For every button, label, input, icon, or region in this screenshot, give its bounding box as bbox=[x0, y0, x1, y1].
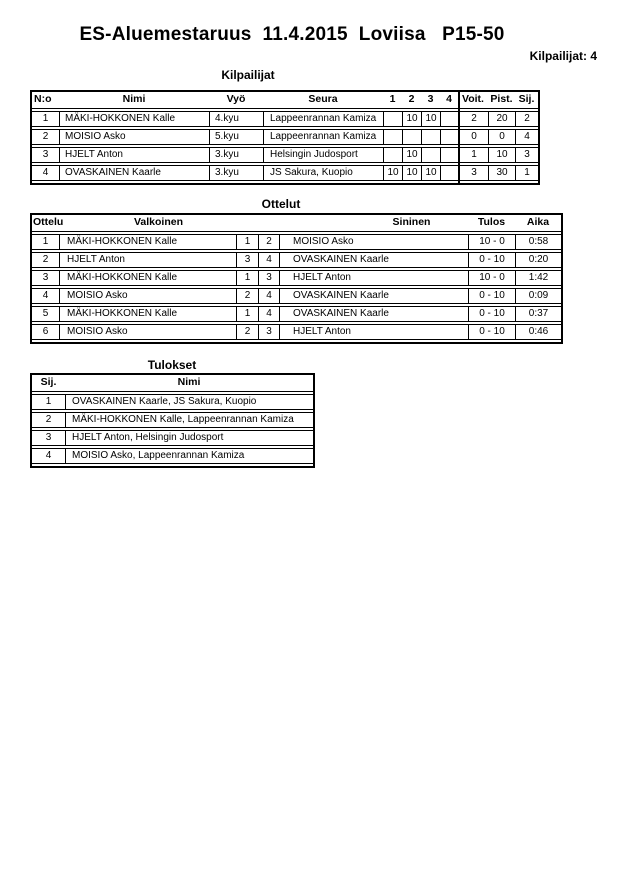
table-cell bbox=[383, 148, 402, 162]
column-header: Voit. bbox=[462, 93, 484, 105]
table-cell: 1 bbox=[458, 148, 488, 162]
table-row bbox=[32, 234, 561, 250]
table-cell: 0 - 10 bbox=[468, 253, 515, 267]
table-cell: 10 - 0 bbox=[468, 235, 515, 249]
table-cell: 4 bbox=[258, 253, 279, 267]
tulokset-table bbox=[30, 373, 315, 468]
table-cell: OVASKAINEN Kaarle, JS Sakura, Kuopio bbox=[65, 395, 313, 409]
table-cell: 3 bbox=[258, 271, 279, 285]
table-cell bbox=[421, 130, 440, 144]
table-cell: MÄKI-HOKKONEN Kalle bbox=[59, 235, 236, 249]
column-header: Nimi bbox=[177, 376, 201, 388]
table-cell: OVASKAINEN Kaarle bbox=[279, 289, 468, 303]
table-header bbox=[32, 215, 561, 232]
table-cell: JS Sakura, Kuopio bbox=[263, 166, 383, 180]
table-row bbox=[32, 324, 561, 340]
column-header: 2 bbox=[408, 93, 415, 105]
table-cell: 10 bbox=[402, 112, 421, 126]
table-cell bbox=[402, 130, 421, 144]
table-cell: 0 - 10 bbox=[468, 307, 515, 321]
table-cell bbox=[440, 112, 458, 126]
table-cell: 3 bbox=[236, 253, 258, 267]
kilpailijat-table bbox=[30, 90, 540, 185]
table-cell: 3 bbox=[258, 325, 279, 339]
table-cell: 1:42 bbox=[515, 271, 561, 285]
table-cell bbox=[440, 130, 458, 144]
table-cell: 4 bbox=[45, 450, 52, 461]
table-cell: 3 bbox=[45, 432, 52, 443]
table-cell: 0 bbox=[458, 130, 488, 144]
table-cell: 3.kyu bbox=[209, 166, 263, 180]
table-row bbox=[32, 147, 538, 163]
table-cell: MÄKI-HOKKONEN Kalle bbox=[59, 271, 236, 285]
table-cell: MOISIO Asko bbox=[59, 130, 209, 144]
table-row bbox=[32, 270, 561, 286]
table-cell: 0 - 10 bbox=[468, 325, 515, 339]
column-header: Tulos bbox=[477, 216, 506, 228]
table-cell: 0:46 bbox=[515, 325, 561, 339]
table-cell: 4 bbox=[515, 130, 538, 144]
table-cell bbox=[383, 112, 402, 126]
column-header: Nimi bbox=[122, 93, 146, 105]
page-title: ES-Aluemestaruus 11.4.2015 Loviisa P15-50 bbox=[79, 24, 505, 45]
table-cell: 6 bbox=[42, 326, 49, 337]
table-row bbox=[32, 306, 561, 322]
table-cell bbox=[421, 148, 440, 162]
table-cell: 0 - 10 bbox=[468, 289, 515, 303]
table-cell: 10 bbox=[383, 166, 402, 180]
table-cell bbox=[440, 166, 458, 180]
table-cell: 1 bbox=[236, 271, 258, 285]
column-header: Sininen bbox=[392, 216, 431, 228]
table-cell: 0:37 bbox=[515, 307, 561, 321]
table-cell: 4 bbox=[258, 307, 279, 321]
table-cell: MOISIO Asko bbox=[59, 289, 236, 303]
table-cell: OVASKAINEN Kaarle bbox=[59, 166, 209, 180]
table-cell: 2 bbox=[45, 414, 52, 425]
column-header: Seura bbox=[308, 93, 338, 105]
column-header: Sij. bbox=[40, 376, 57, 388]
table-cell: 1 bbox=[236, 307, 258, 321]
column-header: Ottelu bbox=[33, 216, 64, 228]
table-cell bbox=[383, 130, 402, 144]
table-cell: MÄKI-HOKKONEN Kalle, Lappeenrannan Kamiza bbox=[65, 413, 313, 427]
table-cell: 0:20 bbox=[515, 253, 561, 267]
table-row bbox=[32, 111, 538, 127]
table-cell: 0:09 bbox=[515, 289, 561, 303]
table-caption-ottelut: Ottelut bbox=[261, 197, 301, 211]
table-row bbox=[32, 430, 313, 446]
table-cell: Lappeenrannan Kamiza bbox=[263, 130, 383, 144]
column-header bbox=[258, 215, 279, 231]
table-caption-kilpailijat: Kilpailijat bbox=[221, 68, 275, 82]
table-cell: 2 bbox=[258, 235, 279, 249]
table-cell: 10 bbox=[421, 112, 440, 126]
table-cell: HJELT Anton bbox=[59, 148, 209, 162]
table-cell: 10 bbox=[402, 166, 421, 180]
column-header: Pist. bbox=[490, 93, 513, 105]
table-cell: 1 bbox=[42, 113, 49, 124]
table-cell: 2 bbox=[458, 112, 488, 126]
table-cell: MÄKI-HOKKONEN Kalle bbox=[59, 112, 209, 126]
table-cell: 4.kyu bbox=[209, 112, 263, 126]
table-cell: 10 - 0 bbox=[468, 271, 515, 285]
ottelut-table bbox=[30, 213, 563, 344]
table-cell: 1 bbox=[45, 396, 52, 407]
table-cell: 1 bbox=[236, 235, 258, 249]
table-cell: 10 bbox=[421, 166, 440, 180]
table-cell: 2 bbox=[236, 325, 258, 339]
table-row bbox=[32, 252, 561, 268]
table-cell: 4 bbox=[258, 289, 279, 303]
column-header: 1 bbox=[389, 93, 396, 105]
table-cell: 5.kyu bbox=[209, 130, 263, 144]
table-cell bbox=[440, 148, 458, 162]
column-header: 3 bbox=[427, 93, 434, 105]
table-cell: HJELT Anton bbox=[279, 325, 468, 339]
table-cell: 4 bbox=[42, 290, 49, 301]
table-cell: MOISIO Asko, Lappeenrannan Kamiza bbox=[65, 449, 313, 463]
table-cell: 2 bbox=[42, 131, 49, 142]
table-cell: 0 bbox=[488, 130, 515, 144]
table-cell: 3 bbox=[515, 148, 538, 162]
table-cell: MÄKI-HOKKONEN Kalle bbox=[59, 307, 236, 321]
column-header: Valkoinen bbox=[133, 216, 184, 228]
table-cell: 2 bbox=[42, 254, 49, 265]
table-cell: OVASKAINEN Kaarle bbox=[279, 307, 468, 321]
column-header: Vyö bbox=[226, 93, 246, 105]
table-cell: 3 bbox=[458, 166, 488, 180]
table-cell: HJELT Anton bbox=[279, 271, 468, 285]
table-cell: Helsingin Judosport bbox=[263, 148, 383, 162]
table-row bbox=[32, 288, 561, 304]
table-cell: 3 bbox=[42, 272, 49, 283]
column-header: N:o bbox=[34, 93, 52, 105]
table-row bbox=[32, 165, 538, 181]
table-row bbox=[32, 129, 538, 145]
table-cell: HJELT Anton bbox=[59, 253, 236, 267]
table-caption-tulokset: Tulokset bbox=[147, 358, 197, 372]
column-header: 4 bbox=[446, 93, 452, 105]
table-row bbox=[32, 394, 313, 410]
table-cell: 0:58 bbox=[515, 235, 561, 249]
table-cell: 1 bbox=[515, 166, 538, 180]
table-cell: 5 bbox=[42, 308, 49, 319]
table-cell: OVASKAINEN Kaarle bbox=[279, 253, 468, 267]
competitors-count: Kilpailijat: 4 bbox=[529, 49, 597, 63]
table-cell: 10 bbox=[488, 148, 515, 162]
table-cell: MOISIO Asko bbox=[59, 325, 236, 339]
table-row bbox=[32, 448, 313, 464]
table-header bbox=[32, 92, 538, 109]
table-cell: 30 bbox=[488, 166, 515, 180]
table-cell: 3.kyu bbox=[209, 148, 263, 162]
table-cell: HJELT Anton, Helsingin Judosport bbox=[65, 431, 313, 445]
thick-column-divider bbox=[458, 92, 460, 183]
table-cell: 3 bbox=[42, 149, 49, 160]
table-cell: Lappeenrannan Kamiza bbox=[263, 112, 383, 126]
column-header: Aika bbox=[526, 216, 550, 228]
table-row bbox=[32, 412, 313, 428]
column-header: Sij. bbox=[518, 93, 535, 105]
table-cell: 20 bbox=[488, 112, 515, 126]
table-cell: 2 bbox=[515, 112, 538, 126]
table-cell: 4 bbox=[42, 167, 49, 178]
table-cell: 1 bbox=[42, 236, 49, 247]
table-cell: 10 bbox=[402, 148, 421, 162]
table-cell: MOISIO Asko bbox=[279, 235, 468, 249]
table-cell: 2 bbox=[236, 289, 258, 303]
table-header bbox=[32, 375, 313, 392]
